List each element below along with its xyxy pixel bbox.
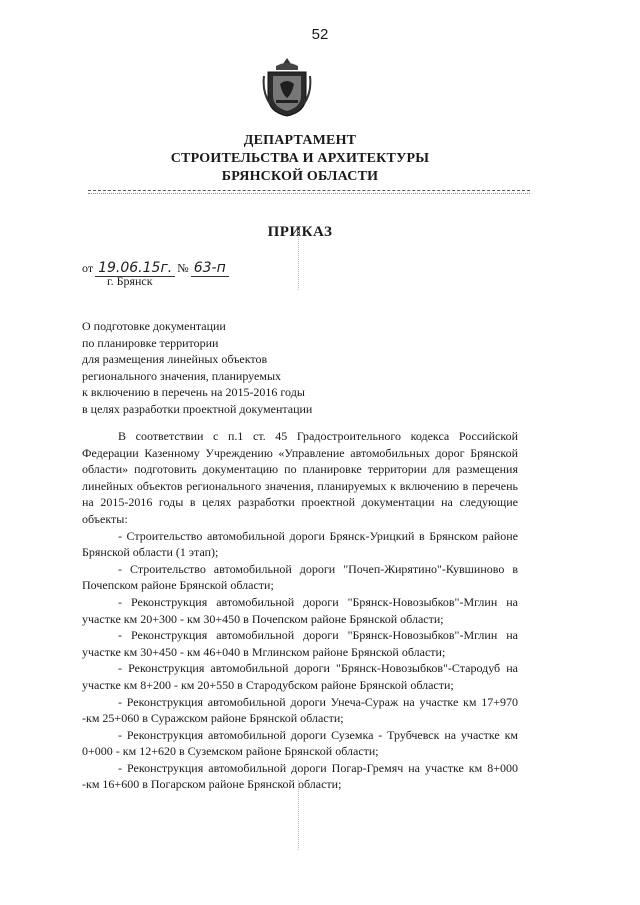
date-prefix: от xyxy=(82,261,94,275)
subject-line: в целях разработки проектной документации xyxy=(82,401,313,416)
object-list-item: - Реконструкция автомобильной дороги "Брянск-Новозыбков"-Мглин на участке км 30+450 - км 46+040 в Мглинском районе Брянской области; xyxy=(82,628,518,659)
header-divider xyxy=(88,190,530,191)
scan-fold-mark xyxy=(298,780,299,850)
page-number: 52 xyxy=(311,26,329,43)
coat-of-arms-icon xyxy=(262,56,312,118)
subject-line: по планировке территории xyxy=(82,335,219,350)
number-prefix: № xyxy=(177,261,189,275)
object-list-item: - Реконструкция автомобильной дороги "Брянск-Новозыбков"-Стародуб на участке км 8+200 - км 20+550 в Стародубском районе Брянской области; xyxy=(82,661,518,692)
subject-line: О подготовке документации xyxy=(82,319,226,333)
department-name xyxy=(0,132,600,186)
order-number: 63-п xyxy=(191,260,229,277)
order-date-number-line xyxy=(82,260,229,277)
subject-line: к включению в перечень на 2015-2016 годы xyxy=(82,385,305,400)
object-list-item: - Реконструкция автомобильной дороги Суземка - Трубчевск на участке км 0+000 - км 12+620 в Суземском районе Брянской области; xyxy=(82,727,518,759)
header-divider-secondary xyxy=(88,193,530,194)
order-body xyxy=(82,428,518,793)
object-list-item: - Строительство автомобильной дороги Брянск-Урицкий в Брянском районе Брянской области (1 этап); xyxy=(82,528,518,560)
object-list-item: - Реконструкция автомобильной дороги Погар-Гремяч на участке км 8+000 -км 16+600 в Погарском районе Брянской области; xyxy=(82,760,518,792)
order-city: г. Брянск xyxy=(107,274,153,288)
order-subject xyxy=(82,318,312,418)
object-list-item: - Строительство автомобильной дороги "Почеп-Жирятино"-Кувшиново в Почепском районе Брянской области; xyxy=(82,561,518,593)
department-line-2: СТРОИТЕЛЬСТВА И АРХИТЕКТУРЫ xyxy=(170,151,430,166)
order-title: ПРИКАЗ xyxy=(267,224,333,240)
subject-line: регионального значения, планируемых xyxy=(82,368,282,383)
order-date: 19.06.15г. xyxy=(95,260,175,277)
scan-fold-mark xyxy=(298,230,299,290)
department-line-3: БРЯНСКОЙ ОБЛАСТИ xyxy=(221,169,379,184)
department-line-1: ДЕПАРТАМЕНТ xyxy=(243,133,357,148)
intro-paragraph: В соответствии с п.1 ст. 45 Градостроительного кодекса Российской Федерации Казенному Учреждению «Управление автомобильных дорог Брянской области» подготовить документацию по планировке территории для размещения линейных объектов регионального значения, планируемых к включению в перечень на 2015-2016 годы в целях разработки проектной документации на следующие объекты: xyxy=(82,429,518,526)
object-list-item: - Реконструкция автомобильной дороги Унеча-Сураж на участке км 17+970 -км 25+060 в Суражском районе Брянской области; xyxy=(82,694,518,726)
object-list-item: - Реконструкция автомобильной дороги "Брянск-Новозыбков"-Мглин на участке км 20+300 - км 30+450 в Почепском районе Брянской области; xyxy=(82,594,518,626)
subject-line: для размещения линейных объектов xyxy=(82,352,268,367)
